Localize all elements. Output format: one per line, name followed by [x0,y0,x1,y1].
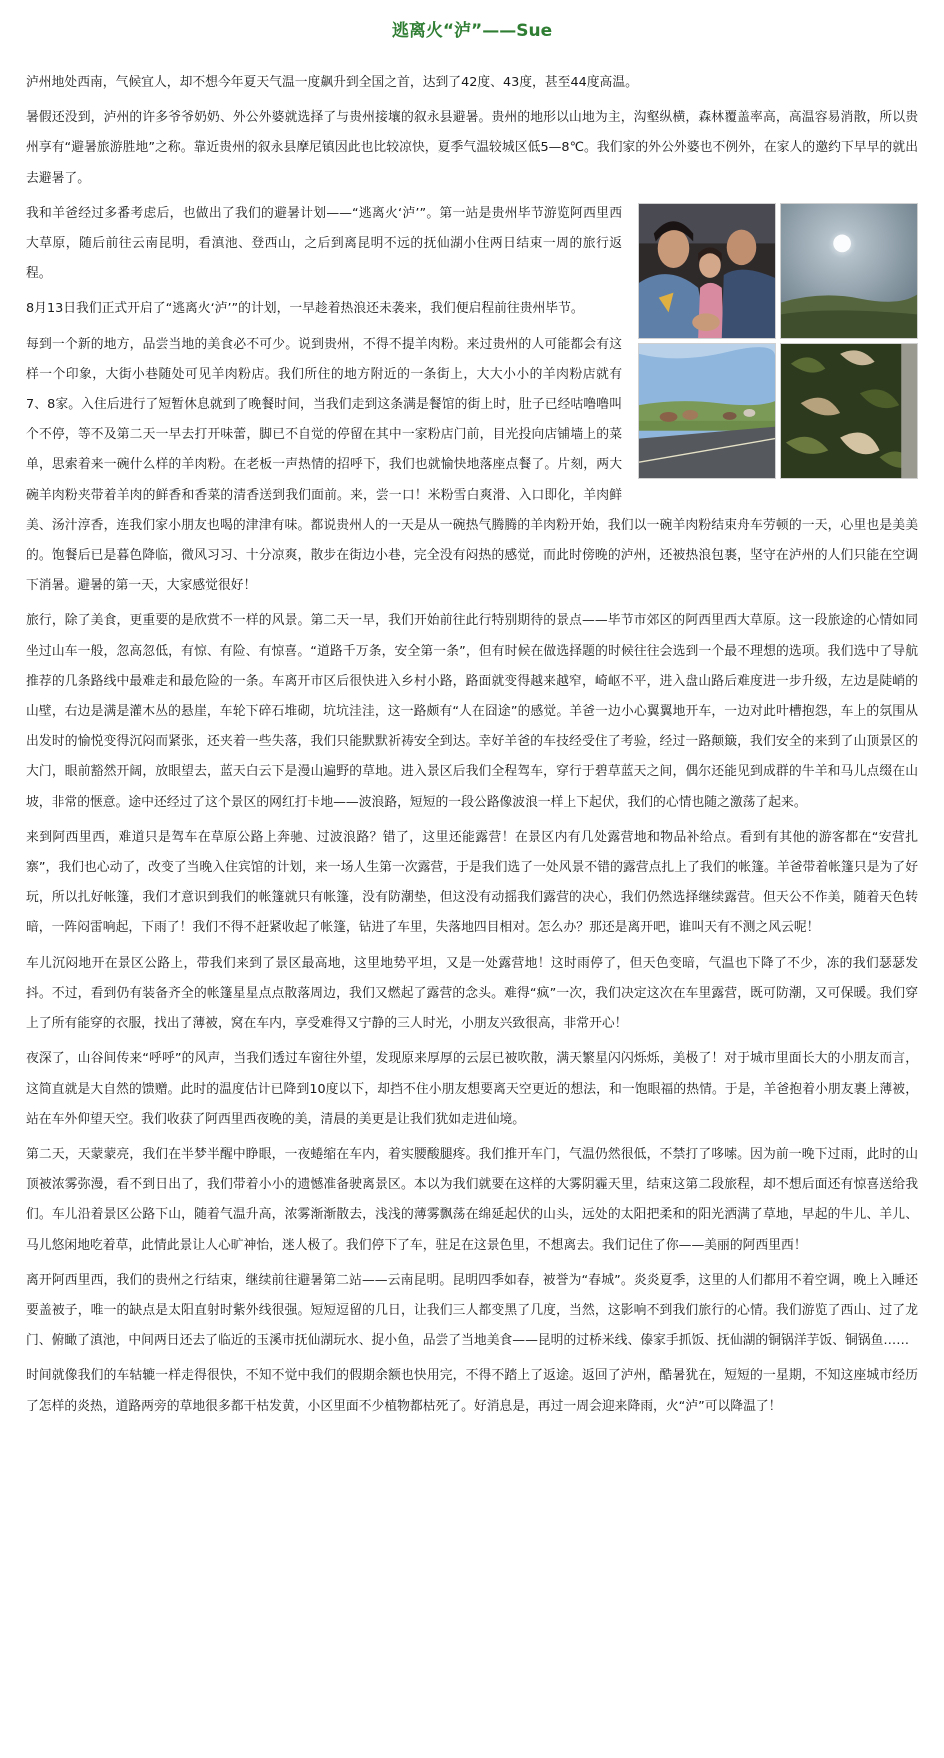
paragraph-5: 每到一个新的地方，品尝当地的美食必不可少。说到贵州，不得不提羊肉粉。来过贵州的人可能都会有这样一个印象，大街小巷随处可见羊肉粉店。我们所住的地方附近的一条街上，大大小小的羊肉粉店就有7、8家。入住后进行了短暂休息就到了晚餐时间，当我们走到这条满是餐馆的街上时，肚子已经咕噜噜叫个不停，等不及第二天一早去打开味蕾，脚已不自觉的停留在其中一家粉店门前，目光投向店铺墙上的菜单，思索着来一碗什么样的羊肉粉。在老板一声热情的招呼下，我们也就愉快地落座点餐了。片刻，两大碗羊肉粉夹带着羊肉的鲜香和香菜的清香送到我们面前。来，尝一口！米粉雪白爽滑、入口即化，羊肉鲜美、汤汁淳香，连我们家小朋友也喝的津津有味。都说贵州人的一天是从一碗热气腾腾的羊肉粉开始，我们以一碗羊肉粉结束舟车劳顿的一天，心里也是美美的。饱餐后已是暮色降临，微风习习、十分凉爽，散步在街边小巷，完全没有闷热的感觉，而此时傍晚的泸州，还被热浪包裹，坚守在泸州的人们只能在空调下消暑。避暑的第一天，大家感觉很好！ [26,336,918,594]
horses-on-road-photo [638,343,776,479]
paragraph-1: 泸州地处西南，气候宜人，却不想今年夏天气温一度飙升到全国之首，达到了42度、43度，甚至44度高温。 [26,75,638,90]
paragraph-8: 车儿沉闷地开在景区公路上，带我们来到了景区最高地，这里地势平坦，又是一处露营地！这时雨停了，但天色变暗，气温也下降了不少，冻的我们瑟瑟发抖。不过，看到仍有装备齐全的帐篷星星点点散落周边，我们又燃起了露营的念头。难得“疯”一次，我们决定这次在车里露营，既可防潮，又可保暖。我们穿上了所有能穿的衣服，找出了薄被，窝在车内，享受难得又宁静的三人时光，小朋友兴致很高，非常开心！ [26,955,918,1032]
paragraph-2: 暑假还没到，泸州的许多爷爷奶奶、外公外婆就选择了与贵州接壤的叙永县避暑。贵州的地形以山地为主，沟壑纵横，森林覆盖率高，高温容易消散，所以贵州享有“避暑旅游胜地”之称。靠近贵州的叙永县摩尼镇因此也比较凉快，夏季气温较城区低5—8℃。我们家的外公外婆也不例外，在家人的邀约下早早的就出去避暑了。 [26,110,918,186]
paragraph-9: 夜深了，山谷间传来“呼呼”的风声，当我们透过车窗往外望，发现原来厚厚的云层已被吹散，满天繁星闪闪烁烁，美极了！对于城市里面长大的小朋友而言，这简直就是大自然的馈赠。此时的温度估计已降到10度以下，却挡不住小朋友想要离天空更近的想法，和一饱眼福的热情。于是，羊爸抱着小朋友裹上薄被，站在车外仰望天空。我们收获了阿西里西夜晚的美，清晨的美更是让我们犹如走进仙境。 [26,1051,918,1127]
paragraph-7: 来到阿西里西，难道只是驾车在草原公路上奔驰、过波浪路？错了，这里还能露营！在景区内有几处露营地和物品补给点。看到有其他的游客都在“安营扎寨”，我们也心动了，改变了当晚入住宾馆的计划，来一场人生第一次露营，于是我们选了一处风景不错的露营点扎上了我们的帐篷。羊爸带着帐篷只是为了好玩，所以扎好帐篷，我们才意识到我们的帐篷就只有帐篷，没有防潮垫，但这没有动摇我们露营的决心，我们仍然选择继续露营。但天公不作美，随着天色转暗，一阵闷雷响起，下雨了！我们不得不赶紧收起了帐篷，钻进了车里，失落地四目相对。怎么办？那还是离开吧，谁叫天有不测之风云呢！ [26,829,918,936]
paragraph-10: 第二天，天蒙蒙亮，我们在半梦半醒中睁眼，一夜蜷缩在车内，着实腰酸腿疼。我们推开车门，气温仍然很低，不禁打了哆嗦。因为前一晚下过雨，此时的山顶被浓雾弥漫，看不到日出了，我们带着小小的遗憾准备驶离景区。本以为我们就要在这样的大雾阴霾天里，结束这第二段旅程，却不想后面还有惊喜送给我们。车儿沿着景区公路下山，随着气温升高，浓雾渐渐散去，浅浅的薄雾飘荡在绵延起伏的山头，远处的太阳把柔和的阳光洒满了草地，早起的牛儿、羊儿、马儿悠闲地吃着草，此情此景让人心旷神怡，迷人极了。我们停下了车，驻足在这景色里，不想离去。我们记住了你——美丽的阿西里西！ [26,1146,918,1253]
family-selfie-photo [638,203,776,339]
paragraph-12: 时间就像我们的车轱辘一样走得很快，不知不觉中我们的假期余额也快用完，不得不踏上了返途。返回了泸州，酷暑犹在，短短的一星期，不知这座城市经历了怎样的炎热，道路两旁的草地很多都干枯发黄，小区里面不少植物都枯死了。好消息是，再过一周会迎来降雨，火“泸”可以降温了！ [26,1368,918,1414]
paragraph-4: 8月13日我们正式开启了“逃离火‘泸’”的计划，一早趁着热浪还未袭来，我们便启程前往贵州毕节。 [26,301,584,317]
paragraph-6: 旅行，除了美食，更重要的是欣赏不一样的风景。第二天一早，我们开始前往此行特别期待的景点——毕节市郊区的阿西里西大草原。这一段旅途的心情如同坐过山车一般，忽高忽低，有惊、有险、有惊喜。“道路千万条，安全第一条”，但有时候在做选择题的时候往往会选到一个最不理想的选项。我们选中了导航推荐的几条路线中最难走和最危险的一条。车离开市区后很快进入乡村小路，路面就变得越来越窄，崎岖不平，进入盘山路后难度进一步升级，左边是陡峭的山壁，右边是满是灌木丛的悬崖，车轮下碎石堆砌，坑坑洼洼，这一路颇有“人在囧途”的感觉。羊爸一边小心翼翼地开车，一边对此叶槽抱怨，车上的氛围从出发时的愉悦变得沉闷而紧张，还夹着一些失落，我们只能默默祈祷安全到达。幸好羊爸的车技经受住了考验，经过一路颠簸，我们安全的来到了山顶景区的大门，眼前豁然开阔，放眼望去，蓝天白云下是漫山遍野的草地。进入景区后我们全程驾车，穿行于碧草蓝天之间，偶尔还能见到成群的牛羊和马儿点缀在山坡，非常的惬意。途中还经过了这个景区的网红打卡地——波浪路，短短的一段公路像波浪一样上下起伏，我们的心情也随之激荡了起来。 [26,613,918,810]
article-body [26,68,918,1422]
hazy-sun-over-grassland-photo [780,203,918,339]
paragraph-11: 离开阿西里西，我们的贵州之行结束，继续前往避暑第二站——云南昆明。昆明四季如春，被誉为“春城”。炎炎夏季，这里的人们都用不着空调，晚上入睡还要盖被子，唯一的缺点是太阳直射时紫外线很强。短短逗留的几日，让我们三人都变黑了几度，当然，这影响不到我们旅行的心情。我们游览了西山、过了龙门、俯瞰了滇池，中间两日还去了临近的玉溪市抚仙湖玩水、捉小鱼，品尝了当地美食——昆明的过桥米线、傣家手抓饭、抚仙湖的铜锅洋芋饭、铜锅鱼…… [26,1272,918,1349]
paragraph-3: 我和羊爸经过多番考虑后，也做出了我们的避暑计划——“逃离火‘泸’”。第一站是贵州毕节游览阿西里西大草原，随后前往云南昆明，看滇池、登西山，之后到离昆明不远的抚仙湖小住两日结束一周的旅行返程。 [26,205,622,282]
plants-closeup-photo [780,343,918,479]
article-title: 逃离火“泸”——Sue [391,21,553,41]
photo-grid [638,203,918,479]
